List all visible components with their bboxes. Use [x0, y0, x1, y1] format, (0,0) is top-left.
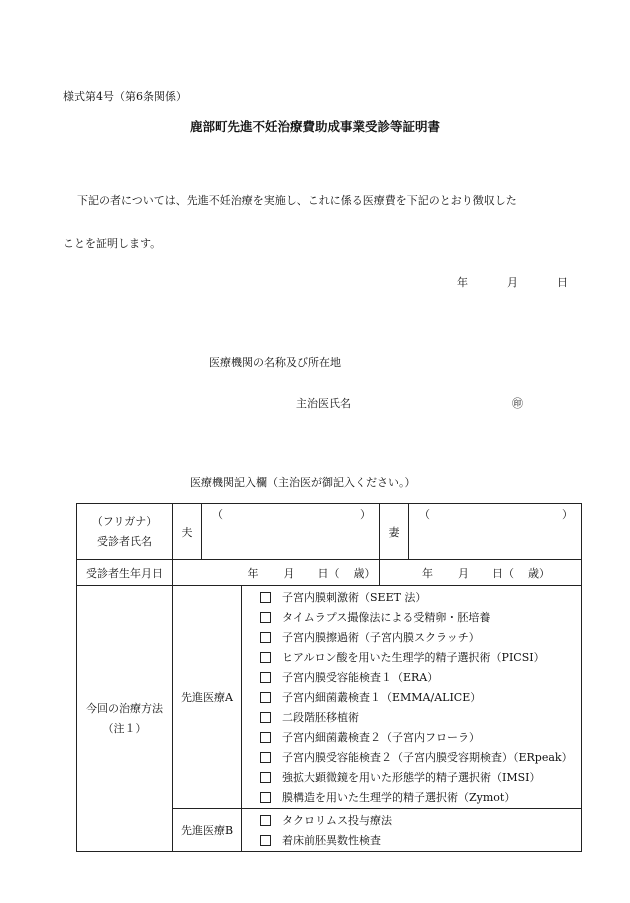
birth-day-label: 日（ [317, 566, 340, 580]
group_a-option[interactable] [242, 587, 581, 607]
method-row-a [77, 586, 582, 809]
birth-year-label: 年 [422, 566, 433, 580]
husband-name-field[interactable] [202, 504, 380, 560]
checkbox[interactable] [260, 592, 271, 603]
advanced-medicine-b-label: 先進医療B [173, 809, 242, 852]
option-label: 子宮内細菌叢検査２（子宮内フローラ） [282, 731, 480, 744]
paren-open: （ [212, 508, 223, 521]
section-title: 医療機関記入欄（主治医が御記入ください。） [190, 476, 416, 489]
option-label: ヒアルロン酸を用いた生理学的精子選択術（PICSI） [282, 651, 545, 664]
option-label: 二段階胚移植術 [282, 711, 359, 724]
option-label: 子宮内膜擦過術（子宮内膜スクラッチ） [282, 631, 480, 644]
option-label: タイムラプス撮像法による受精卵・胚培養 [282, 611, 491, 624]
checkbox[interactable] [260, 815, 271, 826]
patient-name-label: 受診者氏名 [97, 534, 152, 548]
group_a-option[interactable] [242, 687, 581, 707]
group_a-option[interactable] [242, 747, 581, 767]
advanced-medicine-b-options [242, 809, 582, 852]
checkbox[interactable] [260, 692, 271, 703]
option-label: 子宮内細菌叢検査１（EMMA/ALICE） [282, 691, 482, 704]
group_a-option[interactable] [242, 787, 581, 807]
certification-text-line2: ことを証明します。 [63, 237, 162, 250]
date-year-label: 年 [457, 276, 468, 289]
advanced-medicine-a-options [242, 586, 582, 809]
group_a-option[interactable] [242, 607, 581, 627]
birth-month-label: 月 [458, 566, 469, 580]
option-label: 子宮内膜受容能検査１（ERA） [282, 671, 439, 684]
treatment-method-label: 今回の治療方法 [86, 701, 163, 715]
checkbox[interactable] [260, 632, 271, 643]
option-label: 膜構造を用いた生理学的精子選択術（Zymot） [282, 791, 516, 804]
option-label: 強拡大顕微鏡を用いた形態学的精子選択術（IMSI） [282, 771, 541, 784]
attending-doctor-name-label: 主治医氏名 [296, 397, 351, 410]
institution-name-address-label: 医療機関の名称及び所在地 [209, 356, 341, 369]
age-label: 歳） [353, 566, 376, 580]
checkbox[interactable] [260, 652, 271, 663]
certification-text-line1: 下記の者については、先進不妊治療を実施し、これに係る医療費を下記のとおり徴収した [77, 194, 517, 207]
name-label-cell [77, 504, 173, 560]
husband-label: 夫 [173, 504, 202, 560]
group_b-option[interactable] [242, 810, 581, 830]
wife-name-field[interactable] [409, 504, 582, 560]
group_a-option[interactable] [242, 707, 581, 727]
certificate-form-table [76, 503, 582, 852]
option-label: 子宮内膜刺激術（SEET 法） [282, 591, 427, 604]
option-label: 着床前胚異数性検査 [282, 834, 381, 847]
paren-close: ） [562, 508, 573, 521]
group_a-option[interactable] [242, 727, 581, 747]
checkbox[interactable] [260, 792, 271, 803]
checkbox[interactable] [260, 752, 271, 763]
name-row [77, 504, 582, 560]
option-label: タクロリムス投与療法 [282, 814, 392, 827]
group_a-option[interactable] [242, 647, 581, 667]
group_a-option[interactable] [242, 767, 581, 787]
checkbox[interactable] [260, 712, 271, 723]
checkbox[interactable] [260, 772, 271, 783]
checkbox[interactable] [260, 612, 271, 623]
document-title: 鹿部町先進不妊治療費助成事業受診等証明書 [189, 119, 440, 134]
wife-label: 妻 [380, 504, 409, 560]
treatment-method-note: （注１） [102, 721, 147, 735]
paren-open: （ [419, 508, 430, 521]
birthdate-row [77, 560, 582, 586]
checkbox[interactable] [260, 732, 271, 743]
date-month-label: 月 [507, 276, 518, 289]
paren-close: ） [360, 508, 371, 521]
advanced-medicine-a-label: 先進医療A [173, 586, 242, 809]
group_a-option[interactable] [242, 667, 581, 687]
husband-birthdate-field[interactable] [202, 560, 380, 586]
group_a-option[interactable] [242, 627, 581, 647]
birthdate-label: 受診者生年月日 [77, 560, 173, 586]
age-label: 歳） [528, 566, 550, 580]
furigana-label: （フリガナ） [91, 514, 158, 528]
birth-month-label: 月 [283, 566, 295, 580]
option-label: 子宮内膜受容能検査２（子宮内膜受容期検査）（ERpeak） [282, 751, 573, 764]
treatment-method-label-cell [77, 586, 173, 852]
checkbox[interactable] [260, 835, 271, 846]
birth-day-label: 日（ [492, 566, 514, 580]
seal-mark: ㊞ [512, 397, 523, 410]
form-number: 様式第4号（第6条関係） [63, 90, 187, 103]
birth-year-label: 年 [247, 566, 259, 580]
wife-birthdate-field[interactable] [380, 560, 582, 586]
spacer-cell [173, 560, 202, 586]
group_b-option[interactable] [242, 830, 581, 850]
date-day-label: 日 [557, 276, 568, 289]
checkbox[interactable] [260, 672, 271, 683]
